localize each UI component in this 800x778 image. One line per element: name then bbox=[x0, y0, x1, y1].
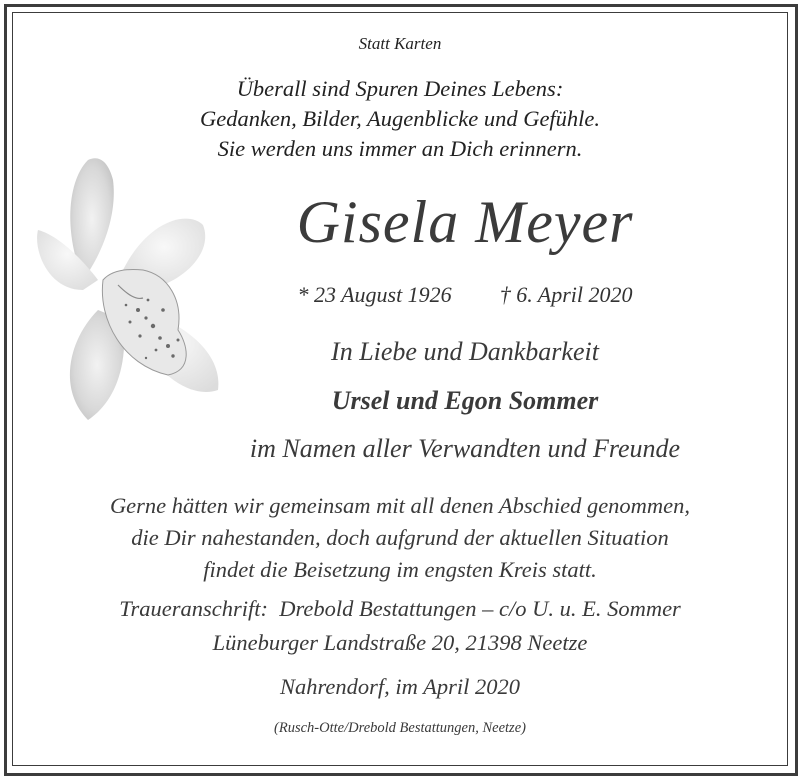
verse bbox=[0, 74, 800, 164]
place-date: Nahrendorf, im April 2020 bbox=[279, 674, 521, 699]
address-line: Traueranschrift: Drebold Bestattungen – c/o U. u. E. Sommer bbox=[119, 596, 681, 621]
farewell-paragraph bbox=[0, 490, 800, 586]
deceased-name: Gisela Meyer bbox=[296, 189, 634, 255]
verse-line: Sie werden uns immer an Dich erinnern. bbox=[217, 136, 583, 161]
verse-line: Überall sind Spuren Deines Lebens: bbox=[236, 76, 564, 101]
family-names: Ursel und Egon Sommer bbox=[331, 386, 599, 415]
address-line: Lüneburger Landstraße 20, 21398 Neetze bbox=[212, 630, 588, 655]
on-behalf-line: im Namen aller Verwandten und Freunde bbox=[249, 434, 681, 463]
credit-line: (Rusch-Otte/Drebold Bestattungen, Neetze) bbox=[274, 720, 526, 736]
birth-date: * 23 August 1926 bbox=[297, 282, 452, 307]
life-dates bbox=[180, 282, 750, 308]
paragraph-line: die Dir nahestanden, doch aufgrund der aktuellen Situation bbox=[131, 525, 669, 550]
mourning-address bbox=[0, 592, 800, 660]
dedication: In Liebe und Dankbarkeit bbox=[331, 337, 599, 366]
verse-line: Gedanken, Bilder, Augenblicke und Gefühle. bbox=[199, 106, 601, 131]
death-date: † 6. April 2020 bbox=[499, 282, 633, 307]
paragraph-line: findet die Beisetzung im engsten Kreis statt. bbox=[203, 557, 597, 582]
header-note: Statt Karten bbox=[358, 34, 442, 53]
paragraph-line: Gerne hätten wir gemeinsam mit all denen Abschied genommen, bbox=[109, 493, 691, 518]
